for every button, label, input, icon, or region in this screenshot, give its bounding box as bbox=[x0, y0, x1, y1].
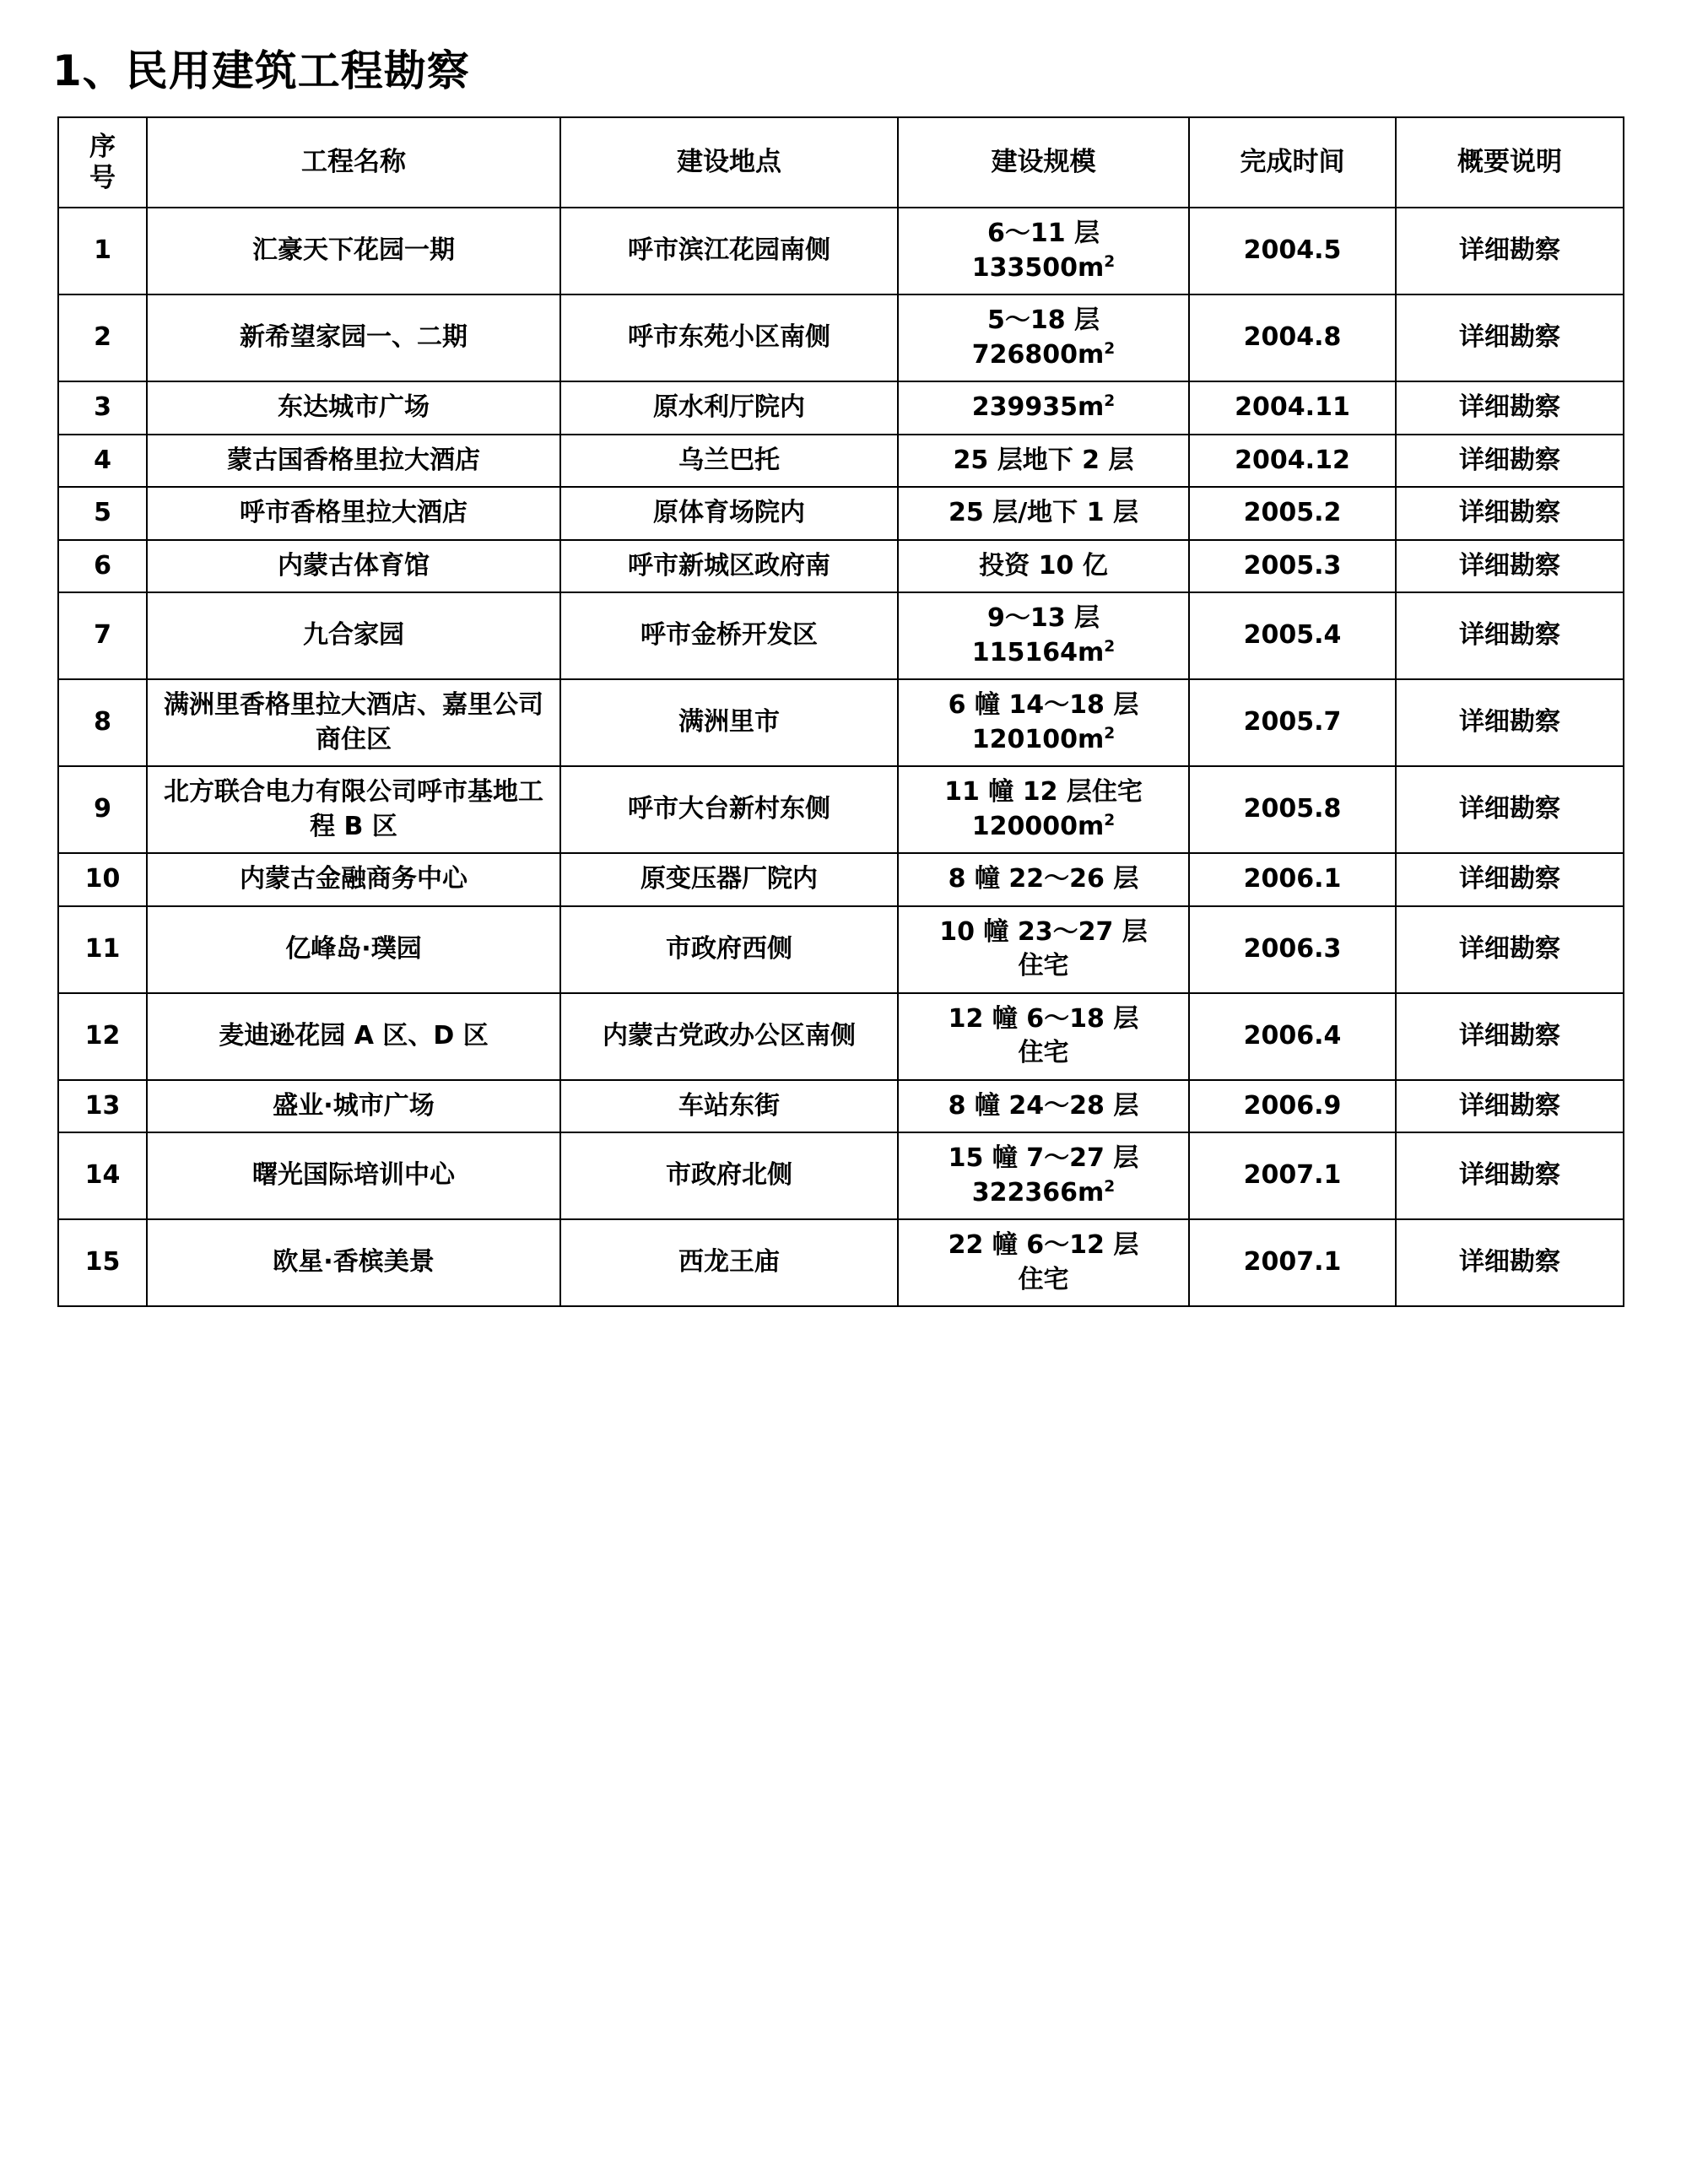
table-row bbox=[58, 906, 1624, 993]
cell-scale-line: $115164m^2$ bbox=[971, 637, 1116, 667]
cell-project-name: 满洲里香格里拉大酒店、嘉里公司商住区 bbox=[147, 679, 560, 766]
cell-scale-line: $239935m^2$ bbox=[971, 392, 1116, 423]
cell-completion-time: 2004.11 bbox=[1189, 381, 1396, 435]
cell-scale bbox=[898, 381, 1189, 435]
table-row bbox=[58, 1132, 1624, 1219]
cell-scale bbox=[898, 208, 1189, 294]
cell-project-name: 内蒙古体育馆 bbox=[147, 540, 560, 593]
cell-scale-line: 25 层地下 2 层 bbox=[953, 445, 1134, 475]
cell-location: 西龙王庙 bbox=[560, 1219, 898, 1306]
cell-project-name: 北方联合电力有限公司呼市基地工程 B 区 bbox=[147, 766, 560, 853]
cell-completion-time: 2006.3 bbox=[1189, 906, 1396, 993]
cell-note: 详细勘察 bbox=[1396, 993, 1624, 1080]
cell-project-name: 盛业·城市广场 bbox=[147, 1080, 560, 1133]
cell-note: 详细勘察 bbox=[1396, 540, 1624, 593]
cell-scale bbox=[898, 294, 1189, 381]
cell-note: 详细勘察 bbox=[1396, 592, 1624, 679]
cell-completion-time: 2004.8 bbox=[1189, 294, 1396, 381]
cell-scale-line: 投资 10 亿 bbox=[979, 550, 1108, 581]
cell-scale-line: 住宅 bbox=[1018, 951, 1069, 981]
cell-note: 详细勘察 bbox=[1396, 381, 1624, 435]
column-header-index-line2: 号 bbox=[89, 162, 116, 193]
cell-completion-time: 2005.7 bbox=[1189, 679, 1396, 766]
cell-scale-line: $120100m^2$ bbox=[971, 724, 1116, 754]
cell-scale-line: 6 幢 14～18 层 bbox=[948, 690, 1139, 721]
cell-scale-line: $133500m^2$ bbox=[971, 252, 1116, 283]
cell-note: 详细勘察 bbox=[1396, 766, 1624, 853]
cell-location: 原水利厅院内 bbox=[560, 381, 898, 435]
cell-project-name: 汇豪天下花园一期 bbox=[147, 208, 560, 294]
cell-scale-line: 5～18 层 bbox=[986, 305, 1100, 336]
cell-note: 详细勘察 bbox=[1396, 208, 1624, 294]
cell-project-name: 呼市香格里拉大酒店 bbox=[147, 487, 560, 540]
cell-project-name: 亿峰岛·璞园 bbox=[147, 906, 560, 993]
table-row bbox=[58, 294, 1624, 381]
cell-location: 乌兰巴托 bbox=[560, 435, 898, 488]
cell-project-name: 新希望家园一、二期 bbox=[147, 294, 560, 381]
cell-scale-line: 住宅 bbox=[1018, 1264, 1069, 1294]
cell-completion-time: 2005.8 bbox=[1189, 766, 1396, 853]
cell-index: 5 bbox=[58, 487, 147, 540]
cell-scale bbox=[898, 487, 1189, 540]
cell-note: 详细勘察 bbox=[1396, 435, 1624, 488]
table-row bbox=[58, 853, 1624, 906]
cell-scale bbox=[898, 540, 1189, 593]
cell-completion-time: 2007.1 bbox=[1189, 1219, 1396, 1306]
cell-scale bbox=[898, 435, 1189, 488]
cell-index: 11 bbox=[58, 906, 147, 993]
cell-scale-line: 6～11 层 bbox=[986, 219, 1100, 249]
cell-scale-line: 22 幢 6～12 层 bbox=[948, 1230, 1139, 1261]
cell-location: 市政府西侧 bbox=[560, 906, 898, 993]
cell-index: 10 bbox=[58, 853, 147, 906]
cell-scale bbox=[898, 906, 1189, 993]
cell-scale bbox=[898, 1080, 1189, 1133]
cell-scale bbox=[898, 1132, 1189, 1219]
table-row bbox=[58, 1080, 1624, 1133]
cell-scale-line: 12 幢 6～18 层 bbox=[948, 1003, 1139, 1034]
cell-location: 车站东街 bbox=[560, 1080, 898, 1133]
cell-index: 3 bbox=[58, 381, 147, 435]
cell-location: 呼市大台新村东侧 bbox=[560, 766, 898, 853]
cell-index: 12 bbox=[58, 993, 147, 1080]
table-row bbox=[58, 592, 1624, 679]
cell-scale-line: $120000m^2$ bbox=[971, 811, 1116, 841]
cell-index: 2 bbox=[58, 294, 147, 381]
cell-completion-time: 2007.1 bbox=[1189, 1132, 1396, 1219]
column-header-completion: 完成时间 bbox=[1189, 117, 1396, 208]
cell-scale-line: 住宅 bbox=[1018, 1038, 1069, 1068]
cell-location: 满洲里市 bbox=[560, 679, 898, 766]
cell-location: 原体育场院内 bbox=[560, 487, 898, 540]
cell-completion-time: 2005.3 bbox=[1189, 540, 1396, 593]
cell-note: 详细勘察 bbox=[1396, 294, 1624, 381]
cell-completion-time: 2005.2 bbox=[1189, 487, 1396, 540]
cell-completion-time: 2006.4 bbox=[1189, 993, 1396, 1080]
cell-location: 原变压器厂院内 bbox=[560, 853, 898, 906]
cell-location: 呼市东苑小区南侧 bbox=[560, 294, 898, 381]
cell-scale-line: $726800m^2$ bbox=[971, 339, 1116, 370]
cell-index: 14 bbox=[58, 1132, 147, 1219]
column-header-note: 概要说明 bbox=[1396, 117, 1624, 208]
cell-index: 15 bbox=[58, 1219, 147, 1306]
table-row bbox=[58, 993, 1624, 1080]
cell-note: 详细勘察 bbox=[1396, 1219, 1624, 1306]
cell-note: 详细勘察 bbox=[1396, 1132, 1624, 1219]
cell-note: 详细勘察 bbox=[1396, 487, 1624, 540]
cell-scale-line: 25 层/地下 1 层 bbox=[949, 498, 1138, 528]
cell-completion-time: 2005.4 bbox=[1189, 592, 1396, 679]
cell-scale bbox=[898, 766, 1189, 853]
column-header-scale: 建设规模 bbox=[898, 117, 1189, 208]
civil-engineering-survey-table bbox=[57, 116, 1624, 1307]
cell-location: 呼市金桥开发区 bbox=[560, 592, 898, 679]
cell-scale-line: 8 幢 22～26 层 bbox=[948, 864, 1139, 894]
cell-scale-line: $322366m^2$ bbox=[971, 1177, 1116, 1207]
cell-completion-time: 2004.12 bbox=[1189, 435, 1396, 488]
cell-location: 市政府北侧 bbox=[560, 1132, 898, 1219]
cell-index: 13 bbox=[58, 1080, 147, 1133]
cell-scale bbox=[898, 993, 1189, 1080]
cell-location: 内蒙古党政办公区南侧 bbox=[560, 993, 898, 1080]
cell-location: 呼市新城区政府南 bbox=[560, 540, 898, 593]
cell-scale bbox=[898, 853, 1189, 906]
cell-index: 1 bbox=[58, 208, 147, 294]
table-header bbox=[58, 117, 1624, 208]
cell-completion-time: 2006.1 bbox=[1189, 853, 1396, 906]
table-row bbox=[58, 435, 1624, 488]
cell-scale bbox=[898, 592, 1189, 679]
table-row bbox=[58, 487, 1624, 540]
column-header-index bbox=[58, 117, 147, 208]
cell-index: 9 bbox=[58, 766, 147, 853]
table-body bbox=[58, 208, 1624, 1306]
cell-index: 4 bbox=[58, 435, 147, 488]
cell-project-name: 东达城市广场 bbox=[147, 381, 560, 435]
table-header-row bbox=[58, 117, 1624, 208]
cell-note: 详细勘察 bbox=[1396, 679, 1624, 766]
column-header-index-line1: 序 bbox=[89, 132, 116, 162]
table-row bbox=[58, 540, 1624, 593]
cell-project-name: 欧星·香槟美景 bbox=[147, 1219, 560, 1306]
column-header-location: 建设地点 bbox=[560, 117, 898, 208]
table-row bbox=[58, 208, 1624, 294]
cell-completion-time: 2006.9 bbox=[1189, 1080, 1396, 1133]
cell-scale-line: 9～13 层 bbox=[986, 603, 1100, 634]
cell-project-name: 蒙古国香格里拉大酒店 bbox=[147, 435, 560, 488]
cell-scale-line: 10 幢 23～27 层 bbox=[939, 916, 1148, 947]
cell-scale-line: 15 幢 7～27 层 bbox=[948, 1143, 1139, 1174]
cell-note: 详细勘察 bbox=[1396, 906, 1624, 993]
table-row bbox=[58, 766, 1624, 853]
cell-index: 7 bbox=[58, 592, 147, 679]
cell-scale-line: 11 幢 12 层住宅 bbox=[944, 777, 1143, 808]
cell-index: 6 bbox=[58, 540, 147, 593]
table-row bbox=[58, 381, 1624, 435]
table-row bbox=[58, 1219, 1624, 1306]
cell-project-name: 曙光国际培训中心 bbox=[147, 1132, 560, 1219]
cell-location: 呼市滨江花园南侧 bbox=[560, 208, 898, 294]
page-title: 1、民用建筑工程勘察 bbox=[52, 46, 470, 95]
cell-index: 8 bbox=[58, 679, 147, 766]
cell-scale bbox=[898, 679, 1189, 766]
cell-scale bbox=[898, 1219, 1189, 1306]
table-row bbox=[58, 679, 1624, 766]
cell-note: 详细勘察 bbox=[1396, 853, 1624, 906]
cell-scale-line: 8 幢 24～28 层 bbox=[948, 1090, 1139, 1121]
cell-project-name: 麦迪逊花园 A 区、D 区 bbox=[147, 993, 560, 1080]
cell-project-name: 内蒙古金融商务中心 bbox=[147, 853, 560, 906]
cell-note: 详细勘察 bbox=[1396, 1080, 1624, 1133]
column-header-project-name: 工程名称 bbox=[147, 117, 560, 208]
cell-completion-time: 2004.5 bbox=[1189, 208, 1396, 294]
cell-project-name: 九合家园 bbox=[147, 592, 560, 679]
